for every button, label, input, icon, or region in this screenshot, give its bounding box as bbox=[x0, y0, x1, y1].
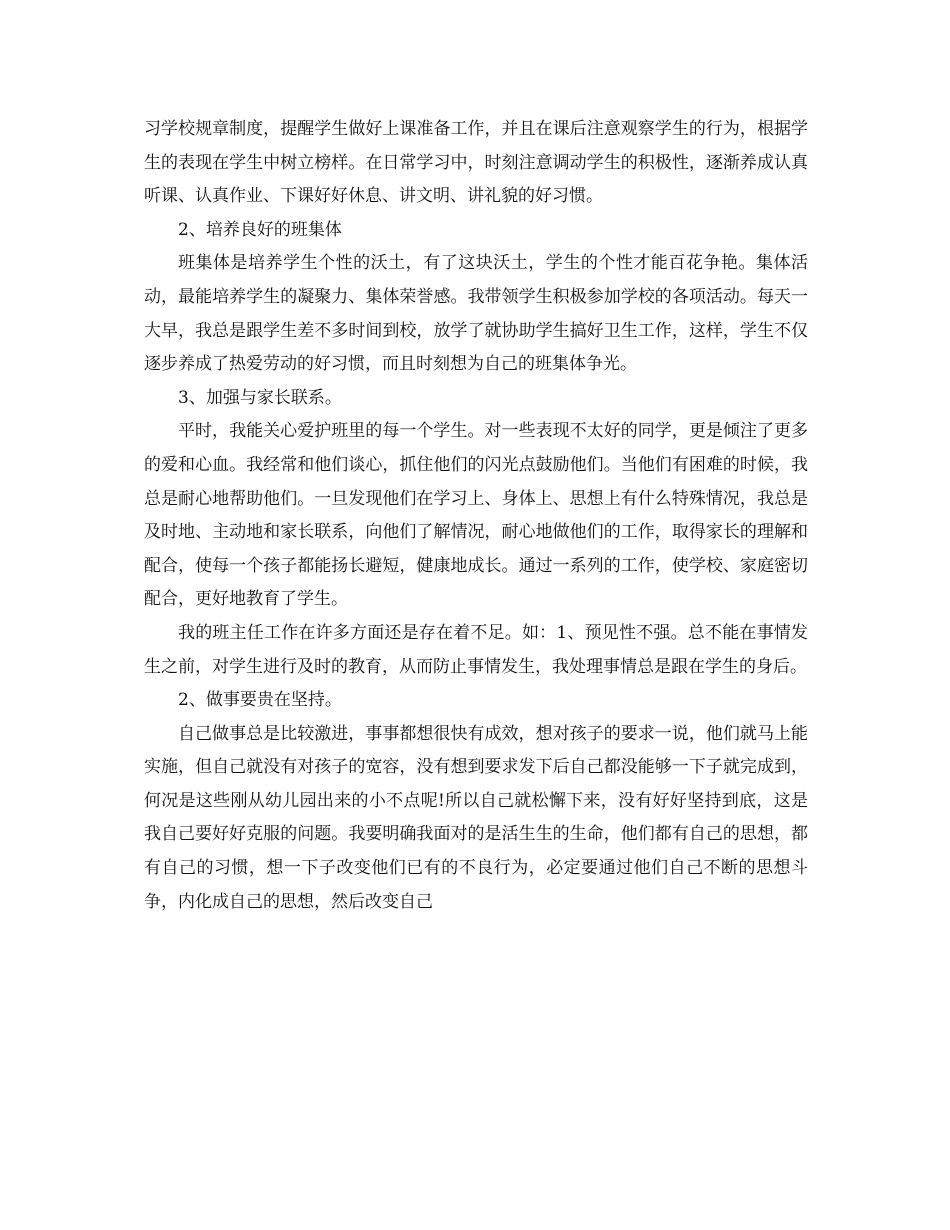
paragraph-persistence: 自己做事总是比较激进，事事都想很快有成效，想对孩子的要求一说，他们就马上能实施，但自己就没有对孩子的宽容，没有想到要求发下后自己都没能够一下子就完成到，何况是这些刚从幼儿园出来的小不点呢!所以自己就松懈下来，没有好好坚持到底，这是我自己要好好克服的问题。我要明确我面对的是活生生的生命，他们都有自己的思想，都有自己的习惯，想一下子改变他们已有的不良行为，必定要通过他们自己不断的思想斗争，内化成自己的思想，然后改变自己 bbox=[144, 723, 808, 912]
paragraph-shortcomings: 我的班主任工作在许多方面还是存在着不足。如：1、预见性不强。总不能在事情发生之前，对学生进行及时的教育，从而防止事情发生，我处理事情总是跟在学生的身后。 bbox=[144, 622, 808, 677]
paragraph-class-collective: 班集体是培养学生个性的沃土，有了这块沃土，学生的个性才能百花争艳。集体活动，最能培养学生的凝聚力、集体荣誉感。我带领学生积极参加学校的各项活动。每天一大早，我总是跟学生差不多时间到校，放学了就协助学生搞好卫生工作，这样，学生不仅逐步养成了热爱劳动的好习惯，而且时刻想为自己的班集体争光。 bbox=[144, 253, 808, 375]
paragraph-continuation: 习学校规章制度，提醒学生做好上课准备工作，并且在课后注意观察学生的行为，根据学生的表现在学生中树立榜样。在日常学习中，时刻注意调动学生的积极性，逐渐养成认真听课、认真作业、下课好好休息、讲文明、讲礼貌的好习惯。 bbox=[144, 119, 808, 207]
section-heading-2: 2、培养良好的班集体 bbox=[178, 219, 342, 240]
section-heading-persistence: 2、做事要贵在坚持。 bbox=[178, 690, 342, 711]
document-body bbox=[144, 113, 808, 919]
paragraph-parent-contact: 平时，我能关心爱护班里的每一个学生。对一些表现不太好的同学，更是倾注了更多的爱和心血。我经常和他们谈心，抓住他们的闪光点鼓励他们。当他们有困难的时候，我总是耐心地帮助他们。一旦发现他们在学习上、身体上、思想上有什么特殊情况，我总是及时地、主动地和家长联系，向他们了解情况，耐心地做他们的工作，取得家长的理解和配合，使每一个孩子都能扬长避短，健康地成长。通过一系列的工作，使学校、家庭密切配合，更好地教育了学生。 bbox=[144, 421, 808, 610]
section-heading-3: 3、加强与家长联系。 bbox=[178, 387, 342, 408]
